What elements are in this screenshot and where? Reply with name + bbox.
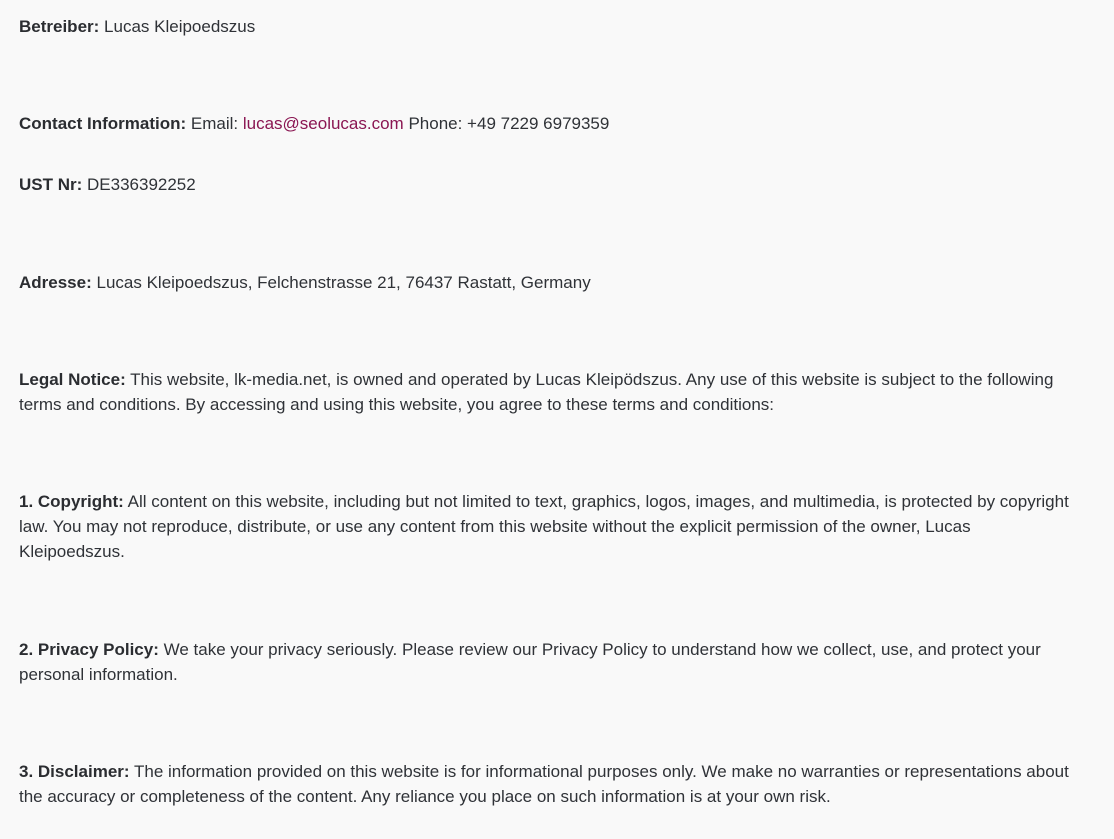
copyright-text: All content on this website, including but not limited to text, graphics, logos, images, and multimedia, is protected by copyright law. You may not reproduce, distribute, or use any content from this website without the explicit permission of the owner, Lucas Kleipoedszus.: [19, 492, 1069, 561]
contact-paragraph: [19, 111, 1069, 136]
disclaimer-text: The information provided on this website is for informational purposes only. We make no warranties or representations about the accuracy or completeness of the content. Any reliance you place on such information is at your own risk.: [19, 762, 1069, 806]
contact-phone: Phone: +49 7229 6979359: [403, 114, 610, 133]
adresse-paragraph: [19, 270, 1069, 295]
contact-email-prefix: Email:: [186, 114, 243, 133]
legal-notice-text: This website, lk-media.net, is owned and operated by Lucas Kleipödszus. Any use of this website is subject to the following terms and conditions. By accessing and using this website, you agree to these terms and conditions:: [19, 370, 1054, 414]
legal-notice-paragraph: [19, 367, 1069, 417]
adresse-value: Lucas Kleipoedszus, Felchenstrasse 21, 76437 Rastatt, Germany: [91, 273, 591, 292]
privacy-label: 2. Privacy Policy:: [19, 640, 159, 659]
contact-label: Contact Information:: [19, 114, 187, 133]
betreiber-paragraph: [19, 14, 1069, 39]
disclaimer-paragraph: [19, 759, 1069, 809]
ust-label: UST Nr:: [19, 175, 83, 194]
copyright-paragraph: [19, 489, 1069, 564]
disclaimer-label: 3. Disclaimer:: [19, 762, 130, 781]
betreiber-value: Lucas Kleipoedszus: [99, 17, 256, 36]
privacy-text: We take your privacy seriously. Please review our Privacy Policy to understand how we collect, use, and protect your personal information.: [19, 640, 1041, 684]
legal-notice-label: Legal Notice:: [19, 370, 126, 389]
privacy-paragraph: [19, 637, 1069, 687]
copyright-label: 1. Copyright:: [19, 492, 124, 511]
ust-value: DE336392252: [82, 175, 196, 194]
email-link[interactable]: lucas@seolucas.com: [242, 114, 404, 133]
ust-paragraph: [19, 172, 1069, 197]
adresse-label: Adresse:: [19, 273, 92, 292]
betreiber-label: Betreiber:: [19, 17, 100, 36]
